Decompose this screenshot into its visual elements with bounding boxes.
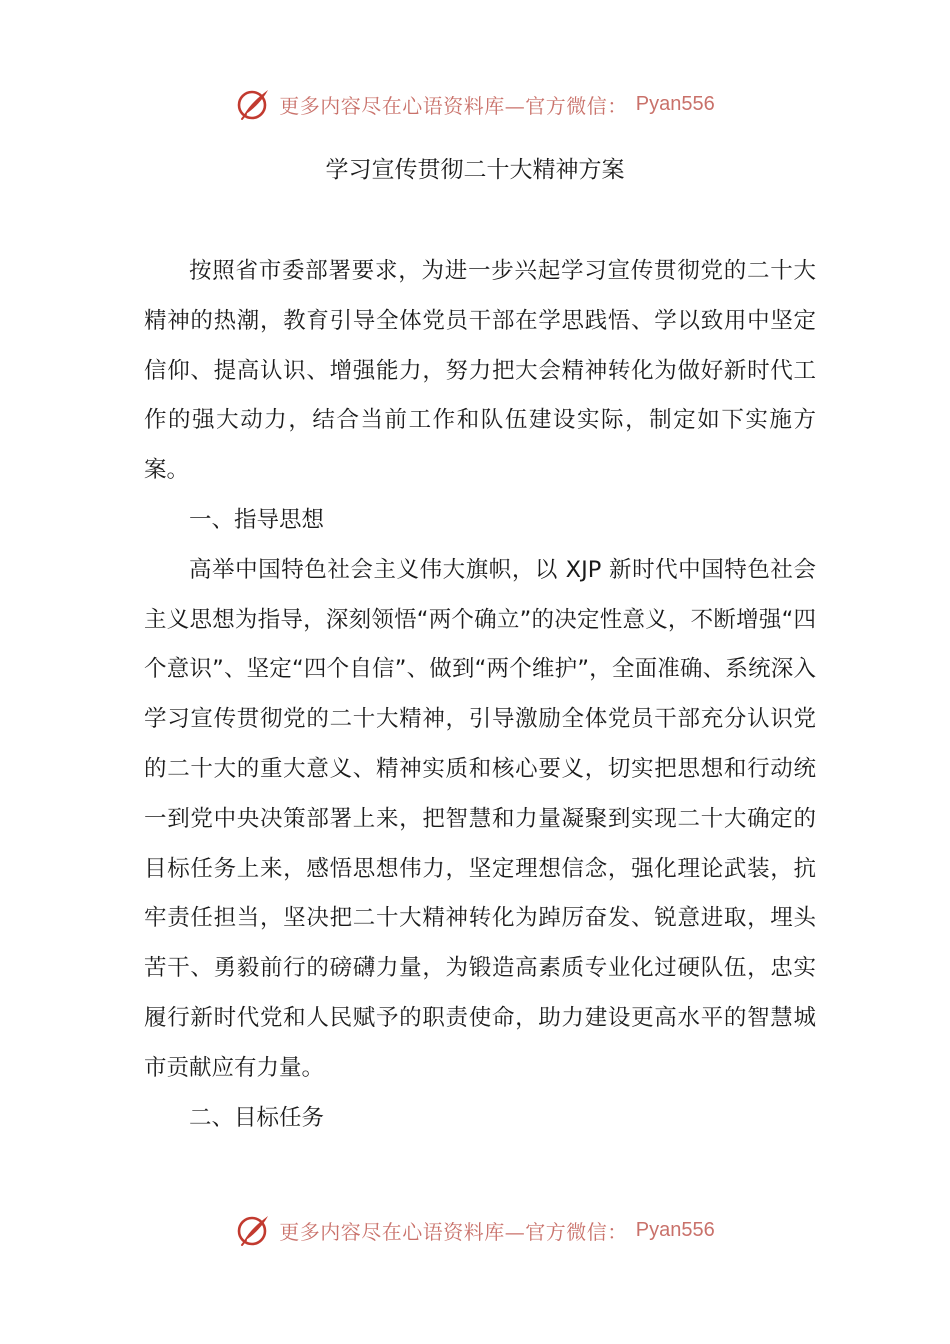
quill-pen-logo-icon	[235, 1212, 271, 1248]
watermark-wechat-id: Pyan556	[635, 1218, 715, 1241]
document-body	[144, 247, 816, 1143]
section-paragraph-guiding-ideology: 高举中国特色社会主义伟大旗帜，以 XJP 新时代中国特色社会主义思想为指导，深刻领悟“两个确立”的决定性意义，不断增强“四个意识”、坚定“四个自信”、做到“两个维护”，全面准确、系统深入学习宣传贯彻党的二十大精神，引导激励全体党员干部充分认识党的二十大的重大意义、精神实质和核心要义，切实把思想和行动统一到党中央决策部署上来，把智慧和力量凝聚到实现二十大确定的目标任务上来，感悟思想伟力，坚定理想信念，强化理论武装，抗牢责任担当，坚决把二十大精神转化为踔厉奋发、锐意进取，埋头苦干、勇毅前行的磅礴力量，为锻造高素质专业化过硬队伍，忠实履行新时代党和人民赋予的职责使命，助力建设更高水平的智慧城市贡献应有力量。	[144, 556, 816, 1081]
watermark-text: 更多内容尽在心语资料库—官方微信：	[279, 93, 628, 118]
watermark-banner-bottom	[0, 1210, 950, 1250]
quill-pen-logo-icon	[235, 86, 271, 122]
intro-paragraph: 按照省市委部署要求，为进一步兴起学习宣传贯彻党的二十大精神的热潮，教育引导全体党员干部在学思践悟、学以致用中坚定信仰、提高认识、增强能力，努力把大会精神转化为做好新时代工作的强大动力，结合当前工作和队伍建设实际，制定如下实施方案。	[144, 258, 816, 484]
watermark-wechat-id: Pyan556	[635, 92, 715, 115]
watermark-banner-top	[0, 84, 950, 124]
section-heading-goals-tasks: 二、目标任务	[189, 1104, 325, 1131]
document-title: 学习宣传贯彻二十大精神方案	[325, 157, 625, 183]
section-heading-guiding-ideology: 一、指导思想	[189, 506, 325, 533]
watermark-text: 更多内容尽在心语资料库—官方微信：	[279, 1219, 628, 1244]
